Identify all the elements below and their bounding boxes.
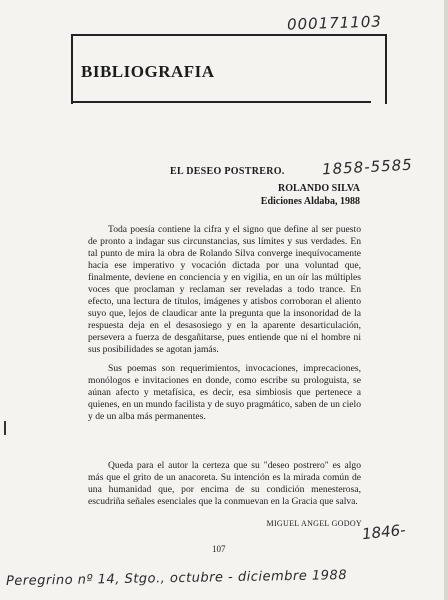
margin-mark: [4, 421, 6, 435]
handwritten-source-note: Peregrino nº 14, Stgo., octubre - diciembre 1988: [5, 568, 348, 589]
section-header-rule: [71, 101, 371, 103]
work-publisher: Ediciones Aldaba, 1988: [260, 196, 360, 207]
section-title: BIBLIOGRAFIA: [81, 62, 215, 81]
handwritten-reference-number: 1858-5585: [321, 155, 414, 179]
page-number: 107: [212, 544, 226, 554]
handwritten-signature-mark: 1846-: [361, 520, 407, 544]
handwritten-catalog-number: 000171103: [286, 12, 383, 34]
review-signature: MIGUEL ANGEL GODOY: [266, 519, 362, 528]
work-author: ROLANDO SILVA: [278, 183, 360, 194]
work-title: EL DESEO POSTRERO.: [170, 166, 285, 177]
review-paragraph-1: Toda poesía contiene la cifra y el signo que define al ser puesto de pronto a indagar sus circunstancias, sus límites y sus verdades. En tal punto de mira la obra de Rolando Silva converge inequívocamente hacia ese imperativo y vocación dictada por una voluntad que, finalmente, deviene en conciencia y en vigilia, en un oír las múltiples voces que proclaman y reclaman ser reveladas a todo trance. En efecto, una lectura de títulos, imágenes y atisbos corroboran el aliento suyo que, lejos de claudicar ante la pregunta que la insonoridad de la respuesta deja en el desasosiego y en la aparente desarticulación, persevera a fuerza de desgañitarse, pues entiende que ni el hombre ni sus posibilidades se agotan jamás.: [88, 224, 361, 355]
section-header-box: [71, 34, 387, 104]
review-paragraph-3: Queda para el autor la certeza que su "deseo postrero" es algo más que el grito de un anacoreta. Su intención es la mirada común de una humanidad que, por encima de su condición menesterosa, escudriña señales esenciales que la conmuevan en la Gracia que salva.: [88, 460, 361, 507]
review-paragraph-2: Sus poemas son requerimientos, invocaciones, imprecaciones, monólogos e invitaciones en donde, como escribe su prologuista, se aúnan afecto y metafísica, es decir, esa simbiosis que pertenece a quienes, en un mundo facilista y de suyo pragmático, saben de un cielo y de un alba más permanentes.: [88, 363, 361, 422]
scan-edge: [444, 0, 448, 600]
